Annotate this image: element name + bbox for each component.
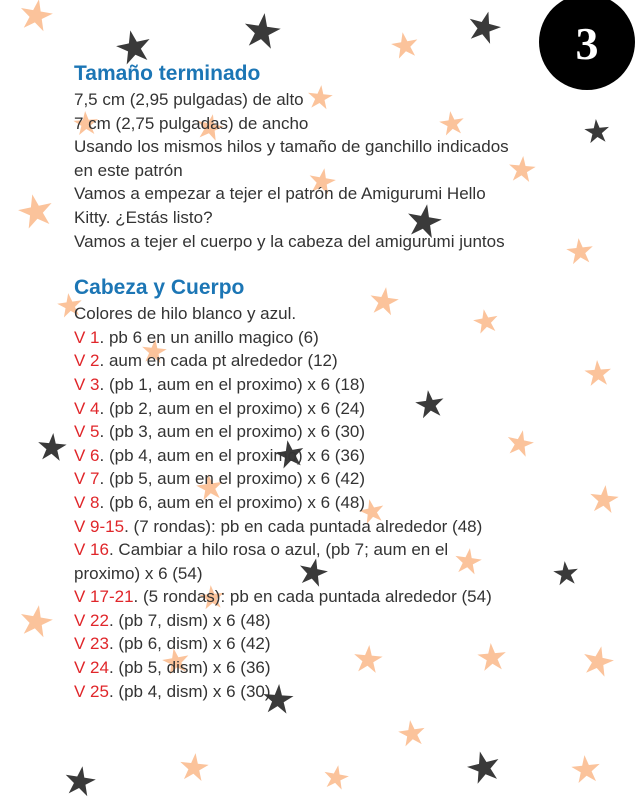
round-label: V 25 [74,681,109,701]
peach-star-icon [16,191,56,230]
round-instruction: . (pb 3, aum en el proximo) x 6 (30) [99,422,366,442]
round-instruction: . pb 6 en un anillo magico (6) [99,327,319,347]
peach-star-icon [179,752,210,782]
round-label: V 5 [74,422,100,442]
round-instruction: . (pb 2, aum en el proximo) x 6 (24) [99,398,366,418]
round-row [74,420,594,444]
round-row [74,656,594,680]
round-row-continuation [74,562,594,586]
dark-star-icon [464,748,503,786]
round-label: V 2 [74,351,100,371]
finished-size-heading: Tamaño terminado [74,62,261,85]
peach-star-icon [18,0,55,32]
round-label: V 1 [74,327,100,347]
round-row [74,609,594,633]
round-instruction: . (pb 4, dism) x 6 (30) [108,681,271,701]
round-label: V 7 [74,469,100,489]
size-line: Vamos a tejer el cuerpo y la cabeza del amigurumi juntos [74,231,505,251]
round-row [74,585,594,609]
round-label: V 22 [74,610,109,630]
dark-star-icon [465,7,504,45]
round-instruction: . (pb 5, aum en el proximo) x 6 (42) [99,469,366,489]
round-row [74,349,594,373]
round-instruction: . (pb 7, dism) x 6 (48) [108,610,271,630]
round-instruction: . (pb 1, aum en el proximo) x 6 (18) [99,374,366,394]
size-line: 7,5 cm (2,95 pulgadas) de alto [74,90,304,109]
yarn-colors-note: Colores de hilo blanco y azul. [74,304,297,324]
round-row [74,397,594,421]
dark-star-icon [242,11,283,50]
peach-star-icon [322,763,350,790]
pattern-content [74,60,594,703]
round-instruction: . (7 rondas): pb en cada puntada alrededor (48) [124,516,483,536]
round-instruction: . (pb 6, dism) x 6 (42) [108,634,271,654]
head-body-heading: Cabeza y Cuerpo [74,276,245,300]
round-label: V 6 [74,445,100,465]
size-line: 7 cm (2,75 pulgadas) de ancho [74,113,309,133]
round-label: V 4 [74,398,100,418]
dark-star-icon [63,764,98,797]
round-row [74,632,594,656]
round-label: V 17-21 [74,587,134,607]
round-instruction: proximo) x 6 (54) [74,563,203,583]
head-body-section [74,274,594,703]
round-row [74,326,594,350]
finished-size-section [74,60,594,253]
peach-star-icon [389,30,420,60]
round-row [74,680,594,704]
round-instruction: . (pb 4, aum en el proximo) x 6 (36) [99,445,366,465]
peach-star-icon [18,602,55,638]
round-instruction: . (pb 6, aum en el proximo) x 6 (48) [99,492,366,512]
size-line: Usando los mismos hilos y tamaño de ganchillo indicados [74,137,509,157]
round-row [74,491,594,515]
peach-star-icon [570,754,601,784]
round-label: V 3 [74,374,100,394]
page-number: 3 [575,18,599,69]
round-label: V 24 [74,658,109,678]
round-instruction: . aum en cada pt alrededor (12) [99,351,338,371]
dark-star-icon [37,432,68,462]
round-row [74,538,594,562]
size-line: en este patrón [74,160,183,180]
size-line: Vamos a empezar a tejer el patrón de Amigurumi Hello [74,184,486,204]
round-row [74,444,594,468]
size-line: Kitty. ¿Estás listo? [74,207,213,227]
round-label: V 16 [74,540,109,560]
round-row [74,373,594,397]
round-label: V 23 [74,634,109,654]
round-label: V 8 [74,492,100,512]
round-instruction: . (pb 5, dism) x 6 (36) [108,658,271,678]
round-row [74,467,594,491]
round-label: V 9-15 [74,516,125,536]
round-instruction: . Cambiar a hilo rosa o azul, (pb 7; aum en el [108,540,449,560]
round-row [74,515,594,539]
peach-star-icon [397,718,427,747]
round-instruction: . (5 rondas): pb en cada puntada alrededor (54) [133,587,492,607]
